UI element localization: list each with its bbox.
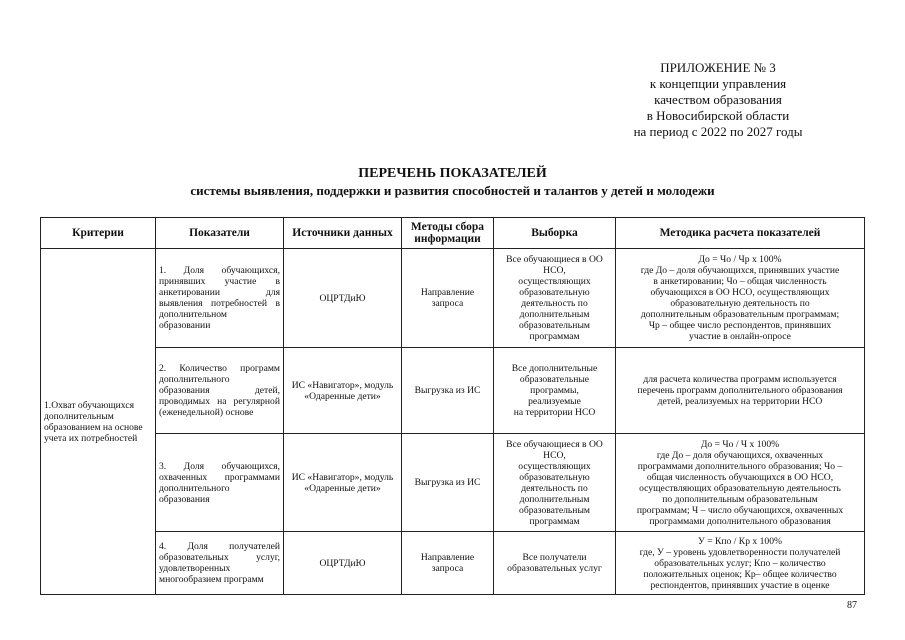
page-number: 87 (847, 600, 857, 611)
sample-line: образовательным (519, 320, 590, 331)
sample-line: программам (529, 331, 580, 342)
table-row (41, 249, 865, 348)
sample-line: НСО, (543, 265, 566, 276)
appendix-line: ПРИЛОЖЕНИЕ № 3 (660, 60, 776, 75)
calc-line: образовательную деятельность по (670, 298, 810, 309)
appendix-line: в Новосибирской области (646, 108, 790, 123)
calc-line: обучающихся в ОО НСО, осуществляющих (650, 287, 830, 298)
calc-line: Чр – общее число респондентов, принявших (648, 320, 832, 331)
table-row (41, 532, 865, 595)
sample-line: деятельность по (521, 298, 588, 309)
sample-line: осуществляющих (518, 276, 591, 287)
header-sources: Источники данных (284, 218, 402, 249)
header-indicators: Показатели (156, 218, 284, 249)
calc-line: где До – доля обучающихся, охваченных (656, 449, 824, 461)
calc-line: У = Кпо / Кр х 100% (698, 535, 782, 547)
indicators-table (40, 217, 865, 595)
calc-cell (616, 434, 865, 532)
calc-line: До = Чо / Ч х 100% (700, 438, 780, 450)
source-cell: ИС «Навигатор», модуль «Одаренные дети» (284, 348, 402, 434)
table-row (41, 348, 865, 434)
calc-line: положительных оценок; Кр– общее количество (643, 568, 837, 580)
appendix-block (603, 60, 833, 140)
calc-line: перечень программ дополнительного образования (637, 385, 843, 396)
sample-line: Все обучающиеся в ОО (506, 254, 603, 265)
indicator-cell: 1. Доля обучающихся, принявших участие в анкетировании для выявления потребностей в дополнительном образовании (156, 249, 284, 348)
calc-line: образовательных услуг; Кпо – количество (654, 557, 826, 569)
calc-line: где До – доля обучающихся, принявших участие (640, 265, 840, 276)
calc-line: осуществляющих образовательную деятельность (639, 482, 841, 494)
criterion-cell: 1.Охват обучающихся дополнительным образованием на основе учета их потребностей (41, 249, 156, 595)
indicator-cell: 3. Доля обучающихся, охваченных программами дополнительного образования (156, 434, 284, 532)
source-cell: ОЦРТДиЮ (284, 532, 402, 595)
method-cell: Выгрузка из ИС (402, 434, 494, 532)
sample-line: НСО, (543, 449, 566, 461)
method-cell: Направление запроса (402, 249, 494, 348)
document-title (0, 166, 905, 199)
calc-line: участие в онлайн-опросе (689, 331, 791, 342)
method-cell: Выгрузка из ИС (402, 348, 494, 434)
title-sub: системы выявления, поддержки и развития способностей и талантов у детей и молодежи (190, 183, 715, 198)
sample-line: образовательные (519, 374, 590, 385)
calc-line: по дополнительным образовательным (662, 493, 818, 505)
appendix-line: качеством образования (654, 92, 782, 107)
sample-line: деятельность по (521, 482, 588, 494)
header-methods: Методы сбора информации (402, 218, 494, 249)
calc-line: программами дополнительного образования (649, 515, 831, 527)
sample-line: программы, (530, 385, 579, 396)
header-criteria: Критерии (41, 218, 156, 249)
sample-line: образовательных услуг (507, 563, 602, 574)
calc-cell (616, 348, 865, 434)
source-cell: ИС «Навигатор», модуль «Одаренные дети» (284, 434, 402, 532)
calc-line: детей, реализуемых на территории НСО (657, 396, 823, 407)
source-cell: ОЦРТДиЮ (284, 249, 402, 348)
calc-line: для расчета количества программ используется (643, 374, 837, 385)
sample-line: дополнительным (519, 493, 590, 505)
indicator-cell: 4. Доля получателей образовательных услуг, удовлетворенных многообразием программ (156, 532, 284, 595)
calc-line: программами дополнительного образования; Чо – (637, 460, 843, 472)
header-sample: Выборка (494, 218, 616, 249)
sample-line: Все дополнительные (511, 363, 598, 374)
sample-line: осуществляющих (518, 460, 591, 472)
method-cell: Направление запроса (402, 532, 494, 595)
calc-line: общая численность обучающихся в ОО НСО, (646, 471, 834, 483)
sample-line: образовательную (519, 287, 590, 298)
sample-line: Все получатели (522, 552, 587, 563)
indicator-cell: 2. Количество программ дополнительного образования детей, проводимых на регулярной (еженедельной) основе (156, 348, 284, 434)
title-main: ПЕРЕЧЕНЬ ПОКАЗАТЕЛЕЙ (358, 166, 547, 181)
appendix-line: на период с 2022 по 2027 годы (633, 124, 803, 139)
calc-line: где, У – уровень удовлетворенности получателей (639, 546, 841, 558)
header-calc: Методика расчета показателей (616, 218, 865, 249)
table-row (41, 434, 865, 532)
calc-line: респондентов, принявших участие в оценке (650, 579, 830, 591)
sample-line: дополнительным (519, 309, 590, 320)
calc-cell (616, 532, 865, 595)
calc-line: дополнительным образовательным программам; (640, 309, 840, 320)
sample-cell (494, 249, 616, 348)
appendix-line: к концепции управления (649, 76, 787, 91)
table-header-row (41, 218, 865, 249)
sample-line: образовательным (519, 504, 590, 516)
sample-line: программам (529, 515, 580, 527)
sample-line: образовательную (519, 471, 590, 483)
sample-line: реализуемые (528, 396, 581, 407)
sample-line: Все обучающиеся в ОО (506, 438, 603, 450)
sample-line: на территории НСО (513, 407, 596, 418)
calc-cell (616, 249, 865, 348)
calc-line: программам; Ч – число обучающихся, охваченных (636, 504, 844, 516)
sample-cell (494, 434, 616, 532)
sample-cell (494, 348, 616, 434)
calc-line: До = Чо / Чр х 100% (698, 254, 782, 265)
calc-line: в анкетировании; Чо – общая численность (653, 276, 827, 287)
sample-cell (494, 532, 616, 595)
